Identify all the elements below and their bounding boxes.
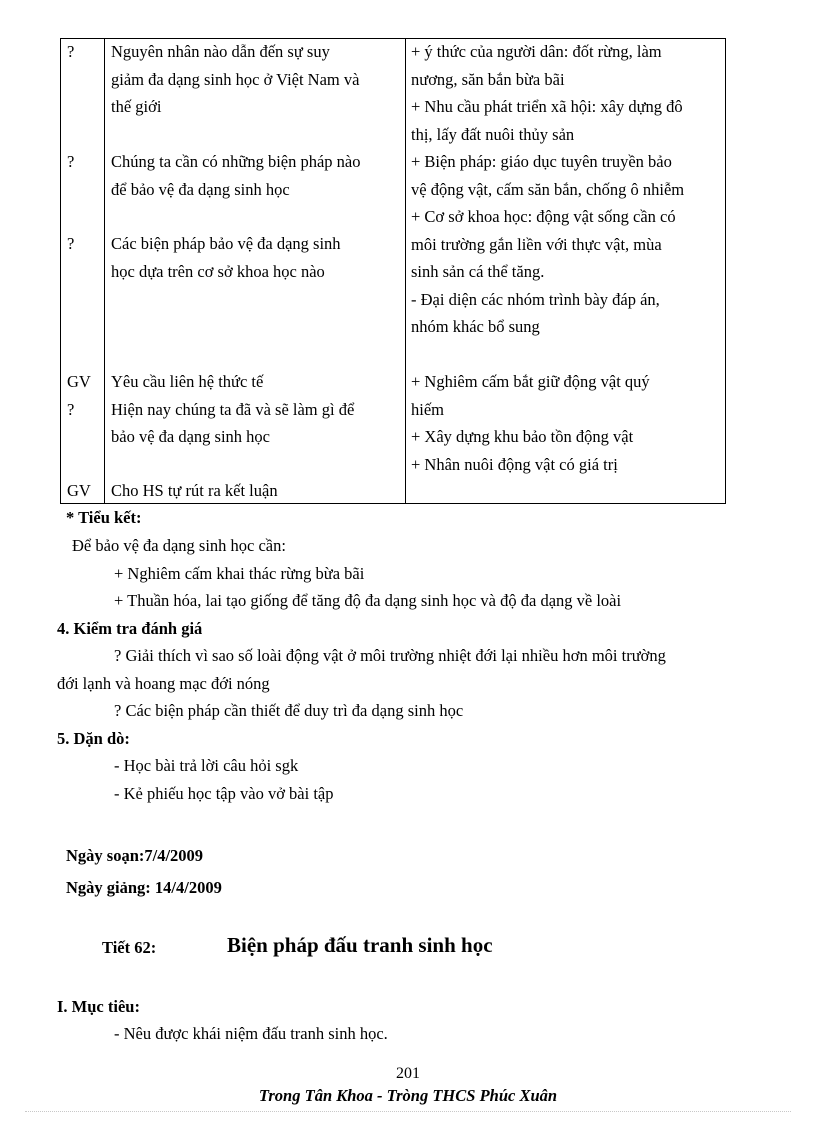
- table-row-4-marker: GV ?: [67, 372, 91, 419]
- section-5-heading: 5. Dặn dò:: [57, 729, 130, 748]
- date-taught: Ngày giảng: 14/4/2009: [66, 878, 222, 897]
- homework-item: - Học bài trả lời câu hỏi sgk: [114, 756, 299, 775]
- date-prepared: Ngày soạn:7/4/2009: [66, 846, 204, 865]
- qa-table: [60, 38, 726, 504]
- footer-author: Trong Tân Khoa - Tròng THCS Phúc Xuân: [258, 1086, 558, 1105]
- table-row-2-marker: ?: [67, 152, 75, 171]
- table-row-4-answer: + Nghiêm cấm bắt giữ động vật quý hiếm + Xây dựng khu bảo tồn động vật + Nhân nuôi động vật có giá trị: [411, 372, 650, 474]
- summary-heading: * Tiểu kết:: [66, 508, 142, 527]
- section-4-question-1: ? Giải thích vì sao số loài động vật ở môi trường nhiệt đới lại nhiều hơn môi trường: [114, 646, 666, 665]
- table-row-2-question: Chúng ta cần có những biện pháp nào để bảo vệ đa dạng sinh học: [111, 152, 361, 199]
- table-row-1-question: Nguyên nhân nào dẫn đến sự suy giảm đa dạng sinh học ở Việt Nam và thế giới: [111, 42, 360, 116]
- lesson-title: Biện pháp đấu tranh sinh học: [227, 933, 493, 957]
- page-number: 201: [396, 1065, 420, 1082]
- objectives-heading: I. Mục tiêu:: [57, 997, 140, 1016]
- table-row-5-question: Cho HS tự rút ra kết luận: [111, 481, 278, 500]
- table-row-3-marker: ?: [67, 234, 75, 253]
- section-4-question-1-cont: đới lạnh và hoang mạc đới nóng: [57, 674, 270, 693]
- lesson-number: Tiết 62:: [102, 938, 157, 957]
- objective-item: - Nêu được khái niệm đấu tranh sinh học.: [114, 1024, 388, 1043]
- footer-divider: [25, 1111, 791, 1112]
- summary-intro: Để bảo vệ đa dạng sinh học cần:: [72, 536, 286, 555]
- table-row-3-question: Các biện pháp bảo vệ đa dạng sinh học dựa trên cơ sở khoa học nào: [111, 234, 341, 281]
- column-divider: [405, 39, 406, 503]
- section-4-heading: 4. Kiểm tra đánh giá: [57, 619, 203, 638]
- table-row-5-marker: GV: [67, 481, 91, 500]
- column-divider: [104, 39, 105, 503]
- table-row-1-marker: ?: [67, 42, 75, 61]
- table-row-2-answer: + Biện pháp: giáo dục tuyên truyền bảo vệ động vật, cấm săn bắn, chống ô nhiễm + Cơ sở khoa học: động vật sống cần có môi trường gắn liền với thực vật, mùa sinh sản cá thể tăng. - Đại diện các nhóm trình bày đáp án, nhóm khác bổ sung: [411, 152, 685, 336]
- homework-item: - Kẻ phiếu học tập vào vở bài tập: [114, 784, 334, 803]
- table-row-4-question: Yêu cầu liên hệ thức tế Hiện nay chúng ta đã và sẽ làm gì để bảo vệ đa dạng sinh học: [111, 372, 355, 446]
- table-row-1-answer: + ý thức của người dân: đốt rừng, làm nương, săn bắn bừa bãi + Nhu cầu phát triển xã hội: xây dựng đô thị, lấy đất nuôi thủy sản: [411, 42, 683, 144]
- section-4-question-2: ? Các biện pháp cần thiết để duy trì đa dạng sinh học: [114, 701, 464, 720]
- summary-item: + Thuần hóa, lai tạo giống để tăng độ đa dạng sinh học và độ đa dạng về loài: [114, 591, 622, 610]
- summary-item: + Nghiêm cấm khai thác rừng bừa bãi: [114, 564, 365, 583]
